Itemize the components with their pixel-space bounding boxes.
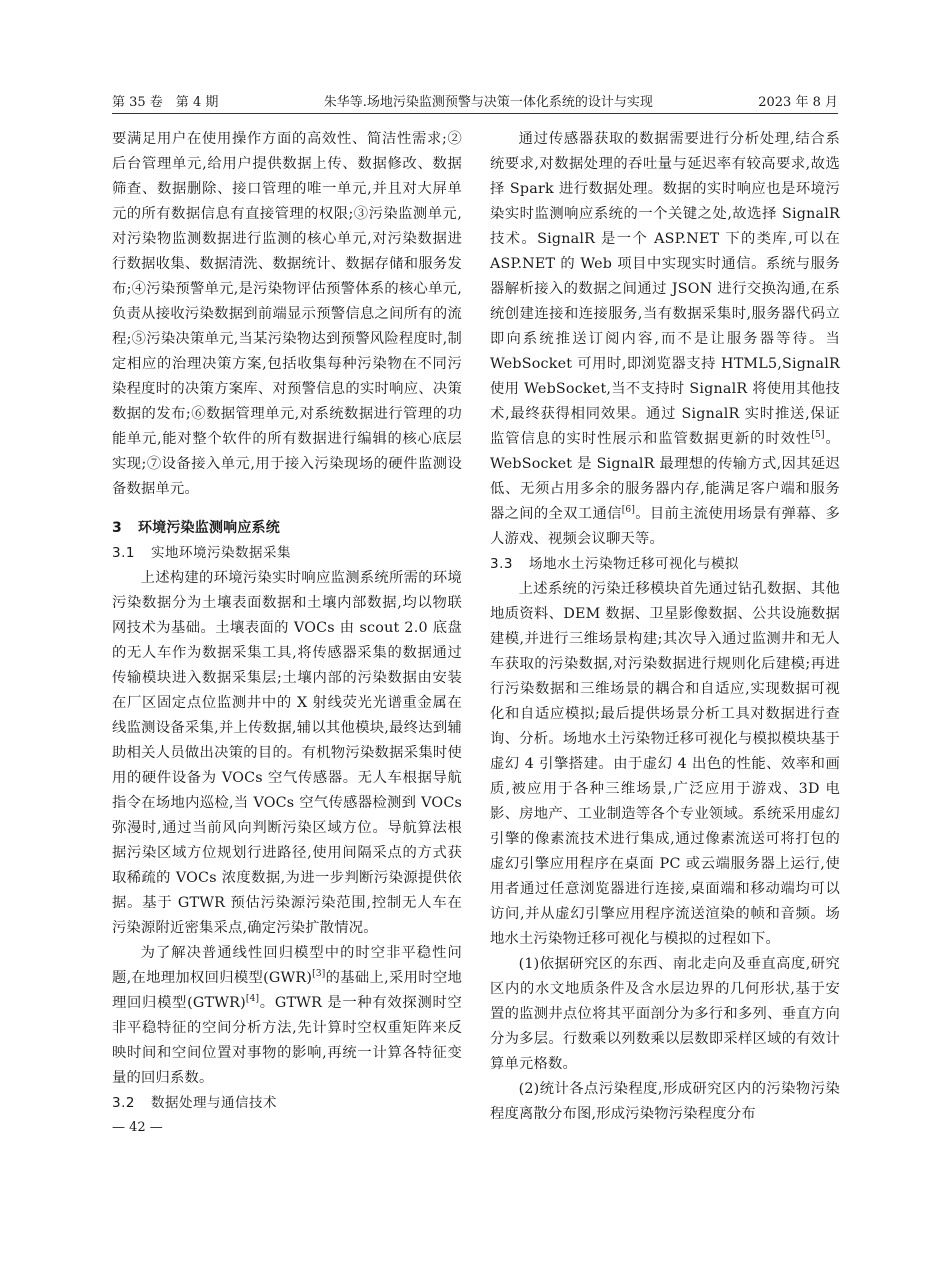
left-column	[112, 127, 462, 1116]
paragraph-migration-module: 上述系统的污染迁移模块首先通过钻孔数据、其他地质资料、DEM 数据、卫星影像数据、公共设施数据建模,并进行三维场景构建;其次导入通过监测井和无人车获取的污染数据,对污染数据进行规则化后建模;再进行污染数据和三维场景的耦合和自适应,实现数据可视化和自适应模拟;最后提供场景分析工具对数据进行查询、分析。场地水土污染物迁移可视化与模拟模块基于虚幻 4 引擎搭建。由于虚幻 4 出色的性能、效率和画质,被应用于各种三维场景,广泛应用于游戏、3D 电影、房地产、工业制造等各个专业领域。系统采用虚幻引擎的像素流技术进行集成,通过像素流送可将打包的虚幻引擎应用程序在桌面 PC 或云端服务器上运行,使用者通过任意浏览器进行连接,桌面端和移动端均可以访问,并从虚幻引擎应用程序流送渲染的帧和音频。场地水土污染物迁移可视化与模拟的过程如下。	[490, 581, 840, 947]
section-3-3-heading	[490, 552, 840, 577]
header-date: 2023 年 8 月	[758, 94, 838, 110]
section-3-heading	[112, 516, 462, 541]
section-3-1-number: 3.1	[112, 545, 135, 561]
paragraph-data-collection: 上述构建的环境污染实时响应监测系统所需的环境污染数据分为土壤表面数据和土壤内部数据,均以物联网技术为基础。土壤表面的 VOCs 由 scout 2.0 底盘的无人车作为数据采集工具,将传感器采集的数据通过传输模块进入数据采集层;土壤内部的污染数据由安装在厂区固定点位监测井中的 X 射线荧光光谱重金属在线监测设备采集,并上传数据,辅以其他模块,最终达到辅助相关人员做出决策的目的。有机物污染数据采集时使用的硬件设备为 VOCs 空气传感器。无人车根据导航指令在场地内巡检,当 VOCs 空气传感器检测到 VOCs 弥漫时,通过当前风向判断污染区域方位。导航算法根据污染区域方位规划行进路径,使用间隔采点的方式获取稀疏的 VOCs 浓度数据,为进一步判断污染源提供依据。基于 GTWR 预估污染源污染范围,控制无人车在污染源附近密集采点,确定污染扩散情况。	[112, 570, 462, 936]
paragraph-signalr	[490, 127, 840, 552]
header-volume-issue: 第 35 卷 第 4 期	[112, 94, 219, 110]
section-3-1-title: 实地环境污染数据采集	[150, 545, 291, 561]
gtwr-text-c: 。GTWR 是一种有效探测时空非平稳特征的空间分析方法,先计算时空权重矩阵来反映时间和空间位置对事物的影响,再统一计算各特征变量的回归系数。	[112, 995, 462, 1086]
paragraph-step-1: (1)依据研究区的东西、南北走向及垂直高度,研究区内的水文地质条件及含水层边界的几何形状,基于安置的监测井点位将其平面剖分为多行和多列、垂直方向分为多层。行数乘以列数乘以层数即采样区域的有效计算单元格数。	[490, 956, 840, 1072]
paragraph-units-list: 要满足用户在使用操作方面的高效性、简洁性需求;②后台管理单元,给用户提供数据上传、数据修改、数据筛查、数据删除、接口管理的唯一单元,并且对大屏单元的所有数据信息有直接管理的权限;③污染监测单元,对污染物监测数据进行监测的核心单元,对污染数据进行数据收集、数据清洗、数据统计、数据存储和服务发布;④污染预警单元,是污染物评估预警体系的核心单元,负责从接收污染数据到前端显示预警信息之间所有的流程;⑤污染决策单元,当某污染物达到预警风险程度时,制定相应的治理决策方案,包括收集每种污染物在不同污染程度时的决策方案库、对预警信息的实时响应、决策数据的发布;⑥数据管理单元,对系统数据进行管理的功能单元,能对整个软件的所有数据进行编辑的核心底层实现;⑦设备接入单元,用于接入污染现场的硬件监测设备数据单元。	[112, 131, 462, 497]
paragraph-gtwr	[112, 941, 462, 1091]
section-3-2-title: 数据处理与通信技术	[150, 1095, 277, 1111]
signalr-text-b: 。WebSocket 是 SignalR 最理想的传输方式,因其延迟低、无须占用多余的服务器内存,能满足客户端和服务器之间的全双工通信	[490, 431, 841, 522]
citation-4: [4]	[245, 994, 260, 1005]
header-rule	[112, 113, 838, 114]
section-3-3-title: 场地水土污染物迁移可视化与模拟	[528, 556, 739, 572]
signalr-text-a: 通过传感器获取的数据需要进行分析处理,结合系统要求,对数据处理的吞吐量与延迟率有较高要求,故选择 Spark 进行数据处理。数据的实时响应也是环境污染实时监测响应系统的一个关键之处,故选择 SignalR 技术。SignalR 是一个 ASP.NET 下的类库,可以在 ASP.NET 的 Web 项目中实现实时通信。系统与服务器解析接入的数据之间通过 JSON 进行交换沟通,在系统创建连接和连接服务,当有数据采集时,服务器代码立即向系统推送订阅内容,而不是让服务器等待。当 WebSocket 可用时,即浏览器支持 HTML5,SignalR 使用 WebSocket,当不支持时 SignalR 将使用其他技术,最终获得相同效果。通过 SignalR 实时推送,保证监管信息的实时性展示和监管数据更新的时效性	[490, 131, 840, 447]
signalr-text-c: 。目前主流使用场景有弹幕、多人游戏、视频会议聊天等。	[490, 506, 840, 547]
header-article-title: 朱华等.场地污染监测预警与决策一体化系统的设计与实现	[323, 94, 653, 110]
section-3-number: 3	[112, 520, 122, 536]
paragraph-step-2: (2)统计各点污染程度,形成研究区内的污染物污染程度离散分布图,形成污染物污染程度分布	[490, 1081, 840, 1122]
citation-6: [6]	[621, 505, 636, 516]
section-3-3-number: 3.3	[490, 556, 513, 572]
citation-3: [3]	[312, 969, 326, 980]
running-header	[112, 88, 838, 112]
section-3-2-heading	[112, 1091, 462, 1116]
gtwr-text-a: 为了解决普通线性回归模型中的时空非平稳性问题,在地理加权回归模型(GWR)	[112, 945, 462, 986]
section-3-title: 环境污染监测响应系统	[137, 520, 280, 536]
section-3-2-number: 3.2	[112, 1095, 135, 1111]
citation-5: [5]	[811, 430, 825, 441]
section-3-1-heading	[112, 541, 462, 566]
page-number: — 42 —	[112, 1120, 163, 1135]
gtwr-text-b: 的基础上,采用时空地理回归模型(GTWR)	[112, 970, 463, 1011]
right-column	[490, 127, 840, 1127]
